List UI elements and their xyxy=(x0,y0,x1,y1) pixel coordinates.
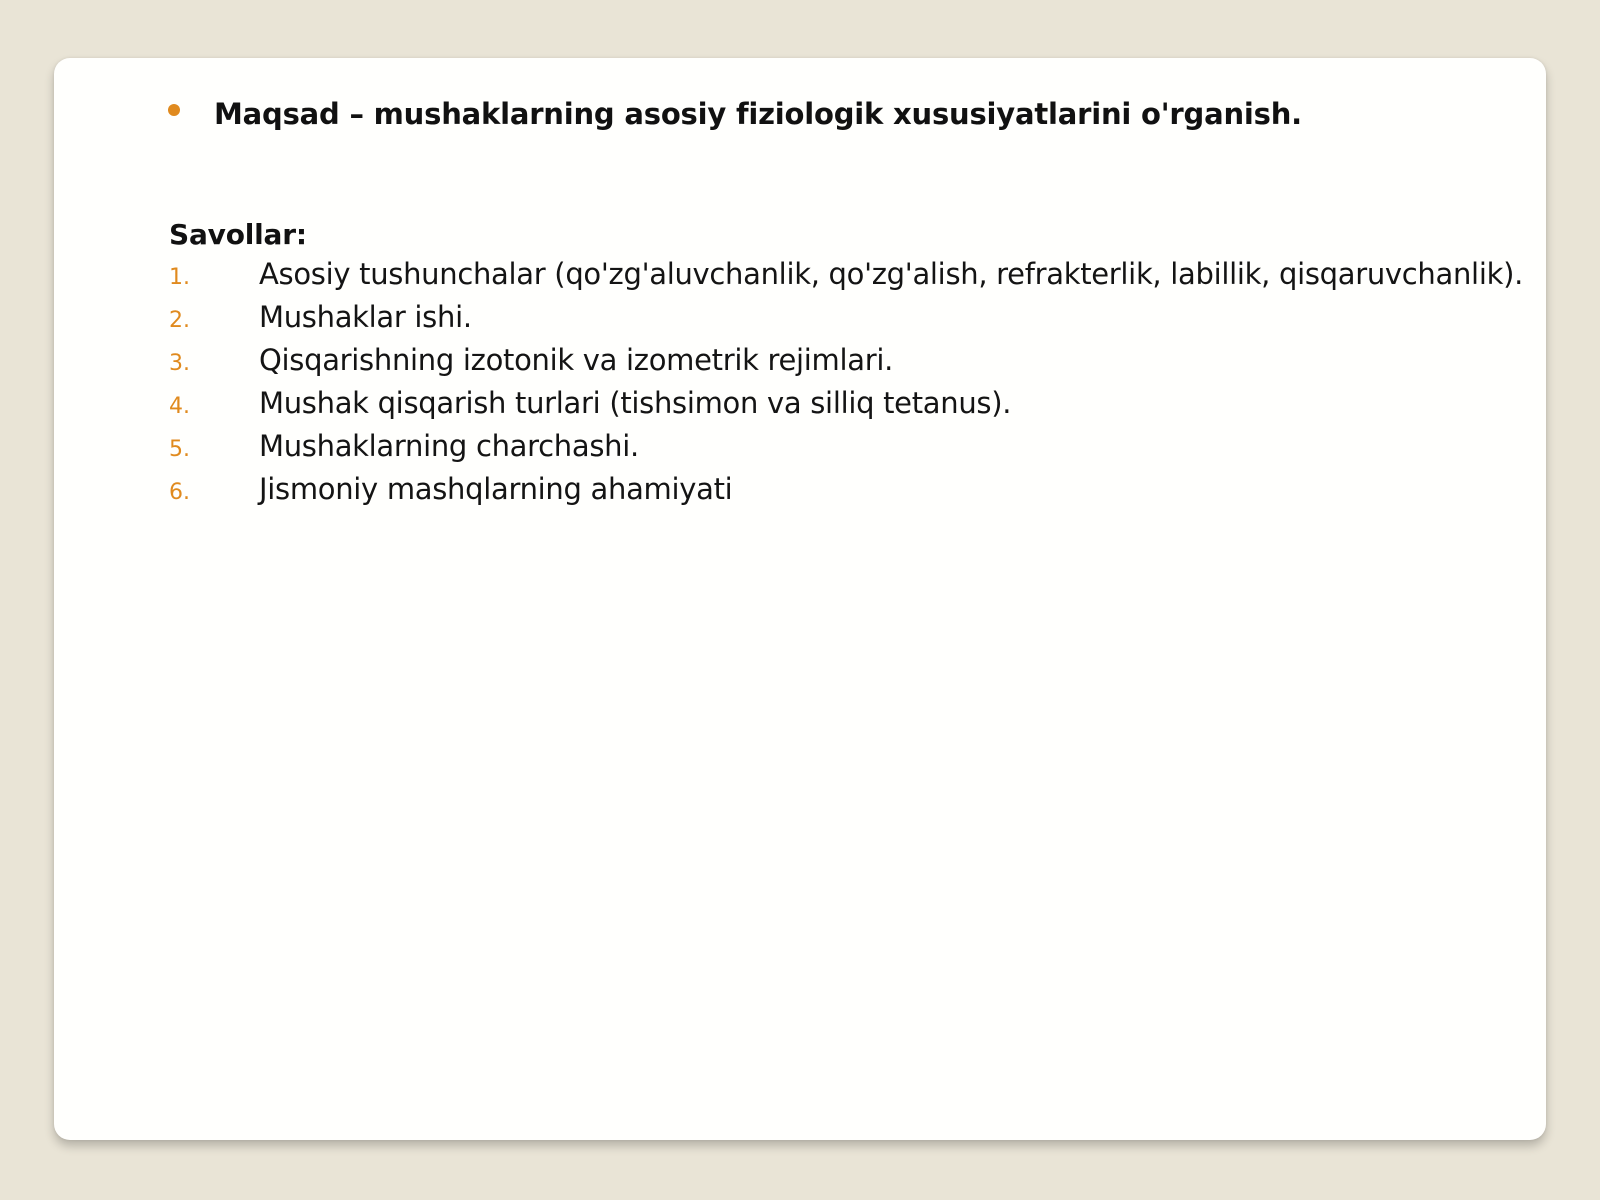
list-item-number: 5. xyxy=(169,437,190,462)
list-item-number: 3. xyxy=(169,351,190,376)
list-item xyxy=(169,429,1523,472)
list-item-text: Asosiy tushunchalar (qo'zg'aluvchanlik, qo'zg'alish, refrakterlik, labillik, qisqaruvchanlik). xyxy=(259,257,1524,291)
list-item-text: Mushaklarning charchashi. xyxy=(259,429,639,463)
goal-text: Maqsad – mushaklarning asosiy fiziologik xususiyatlarini o'rganish. xyxy=(214,97,1302,131)
slide xyxy=(54,58,1546,1140)
list-item-number: 1. xyxy=(169,265,190,290)
list-item-text: Mushaklar ishi. xyxy=(259,300,472,334)
list-item-number: 4. xyxy=(169,394,190,419)
list-item-number: 2. xyxy=(169,308,190,333)
list-item-text: Qisqarishning izotonik va izometrik rejimlari. xyxy=(259,343,894,377)
list-item xyxy=(169,257,1523,300)
list-item-number: 6. xyxy=(169,480,190,505)
bullet-dot-icon xyxy=(168,104,180,116)
list-item-text: Jismoniy mashqlarning ahamiyati xyxy=(259,472,733,506)
questions-title: Savollar: xyxy=(169,218,307,251)
list-item xyxy=(169,472,1523,515)
questions-list xyxy=(169,257,1523,515)
list-item xyxy=(169,300,1523,343)
list-item xyxy=(169,386,1523,429)
list-item xyxy=(169,343,1523,386)
goal-line xyxy=(168,94,1302,134)
list-item-text: Mushak qisqarish turlari (tishsimon va silliq tetanus). xyxy=(259,386,1012,420)
